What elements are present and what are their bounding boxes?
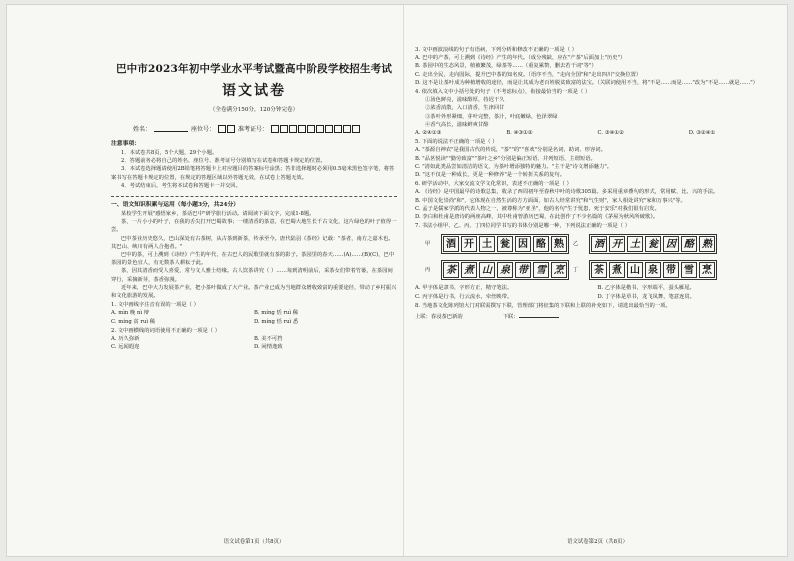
option[interactable]: C. "清如此类品尝如清洁的语文，为茶叶增添独特的魅力。"主干是"诗文增添魅力"。 — [415, 163, 613, 170]
option[interactable]: D. ③②④① — [688, 130, 716, 137]
option[interactable]: D. 这不是让茶叶成为种植增收的途径，而是让其成为老百姓脱贫致富的法宝。（关联词使用不当，将"不是……而是……"改为"不是……就是……"） — [415, 79, 758, 86]
name-field[interactable] — [154, 126, 188, 132]
section-heading: 一、语文知识积累与运用（每小题3分，共24分） — [111, 201, 240, 208]
char: 酪 — [681, 236, 697, 252]
option[interactable]: A. ②④①③ — [415, 130, 442, 137]
notice-item: 1．本试卷共8页，5个大题，29个小题。 — [121, 149, 218, 156]
char: 土 — [479, 236, 495, 252]
question-7-options-2 — [415, 293, 780, 301]
option[interactable]: B. 中国文化崇尚"和"，它体现在自然生活的方方面面，如古人经常讲究"和气生财"，家人相处讲究"家和万事兴"等。 — [415, 197, 686, 204]
option[interactable]: A. 甲字体是隶书，字形方正，精守笔法。 — [415, 285, 513, 292]
option[interactable]: C. míng 贫 ruì 稀 — [111, 318, 156, 325]
char: 山 — [627, 262, 643, 278]
calligraphy-sample — [589, 234, 717, 254]
name-label: 姓名： — [133, 125, 152, 133]
calligraphy-row — [425, 260, 780, 280]
sample-label: 丙 — [425, 267, 431, 274]
notice-item: 3．本试卷选择题请使用2B铅笔将答题卡上对应题目的答案标号涂黑；答非选择题时必须用0.5毫米黑色签字笔，将答案书写在答题卡规定的位置，在规定的答题区域以外答题无效，在试卷上答题无效。 — [111, 166, 395, 181]
option[interactable]: C. 孟子是儒家学派的代表人物之一，被尊称为"亚圣"，他的名句"生于忧患，死于安乐"对我们很有启发。 — [415, 205, 660, 212]
calligraphy-row — [425, 234, 780, 254]
id-boxes[interactable] — [271, 125, 360, 133]
exam-title: 巴中市2023年初中学业水平考试暨高中阶段学校招生考试 — [115, 63, 393, 75]
notice-item: 2．答题前务必将自己的姓名、座位号、准考证号分别填写在试卷和答题卡规定的位置。 — [121, 158, 326, 165]
option[interactable]: D. 李白和杜甫是唐诗的两座高峰，其中杜甫曾游历巴蜀，在此创作了不少名篇的《茅屋为秋风所破歌》。 — [415, 214, 659, 221]
question-1: 1. 文中画线字注音有误的一项是（ ） — [111, 302, 199, 309]
question-7: 7. 书法小组甲、乙、丙、丁四位同学书写的书体分别是哪一种，下列说法正确的一项是（ ） — [415, 223, 631, 230]
reading-intro: 某校学生开展"感悟家乡，茶话巴中"研学旅行活动。请阅读下面文字，完成1-8题。 — [121, 210, 315, 217]
id-label: 准考证号： — [238, 125, 269, 133]
question-2: 2. 文中画横线的词语使用不正确的一项是（ ） — [111, 327, 221, 334]
char: 烹 — [551, 262, 567, 278]
char: 因 — [663, 236, 679, 252]
couplet-upper: 上联：春浸茶巴新韵 — [415, 314, 463, 321]
item: ①汤色鲜亮，滋味醇厚，持迟干久 — [425, 97, 505, 104]
seat-boxes[interactable] — [218, 125, 235, 133]
subject-title: 语文试卷 — [222, 83, 286, 100]
char: 雪 — [681, 262, 697, 278]
page-gutter — [403, 5, 404, 556]
char: 熟 — [551, 236, 567, 252]
char: 泉 — [497, 262, 513, 278]
item: ④香气高长，滋味鲜爽甘醇 — [425, 121, 489, 128]
char: 熟 — [699, 236, 715, 252]
page-1 — [111, 5, 397, 558]
char: 泉 — [645, 262, 661, 278]
char: 瓮 — [497, 236, 513, 252]
exam-note: （全卷满分150分，120分钟完卷） — [209, 106, 299, 113]
question-3: 3. 文中画波浪线的句子有语病，下列分析和修改不正确的一项是（ ） — [415, 47, 578, 53]
char: 酒 — [443, 236, 459, 252]
char: 因 — [515, 236, 531, 252]
char: 带 — [663, 262, 679, 278]
char: 开 — [461, 236, 477, 252]
item: ②浓香消散，入口清香，生津回甘 — [425, 105, 505, 112]
option[interactable]: A. 历久弥新 — [111, 335, 140, 342]
char: 茶 — [591, 262, 607, 278]
calligraphy-sample — [589, 260, 717, 280]
option[interactable]: C. 丙字体是行书，行云流水，牵丝映带。 — [415, 293, 513, 300]
option[interactable]: A. mìn 晚 nì 辩 — [111, 310, 150, 317]
question-4: 4. 依次填入文中小括号处的句子（不考虑标点），衔接最恰当的一项是（ ） — [415, 89, 591, 96]
question-1-options-2 — [111, 318, 397, 326]
option[interactable]: D. 丁字体是草书，龙飞凤舞，笔意连贯。 — [597, 293, 695, 300]
char: 煮 — [609, 262, 625, 278]
page-2 — [415, 5, 780, 558]
exam-sheet — [6, 4, 788, 557]
question-8: 8. 当地茶文化陈列馆大门对联需撰写下联，管理部门将征集的下联和上联的补充如下，请选出最恰当的一项。 — [415, 302, 671, 309]
couplet-lower-label: 下联： — [502, 314, 519, 321]
page-footer: 语文试卷第1页（共8页） — [223, 538, 285, 545]
question-2-options-2 — [111, 343, 397, 351]
reading-paragraph: 茶，一片小小的叶子，在我的舌尖打开巴蜀故事；一缕清香的茶意，在巴蜀大地生长千古文化，这片绿色的叶子值得一尝。 — [111, 219, 397, 234]
question-2-options — [111, 335, 397, 343]
reading-paragraph: 巴中的茶，可上溯到《诗经》产生的年代，在古巴人的民歌里就有茶的影子。茶园里的春天……(A)……(B)(C)，巴中茶园的景色宜人，有无数茶人耕耘于此。 — [111, 251, 395, 267]
reading-paragraph: 巴中茶业历史悠久，巴山深处有古茶树，从古茶到新茶，传承至今。唐代陆羽《茶经》记载："茶者，南方之嘉木也。其巴山、峡川有两人合抱者。" — [111, 235, 394, 250]
notice-title: 注意事项： — [111, 140, 140, 147]
page-footer: 语文试卷第2页（共8页） — [567, 538, 628, 545]
calligraphy-sample — [441, 234, 569, 254]
option[interactable]: D. míng 恬 ruì 悉 — [254, 318, 299, 325]
option[interactable]: A. 《诗经》是中国最早的诗歌总集，收录了西周初年至春秋中叶的诗歌305篇。多采用重章叠句的形式，常用赋、比、兴的手法。 — [415, 189, 719, 196]
char: 土 — [627, 236, 643, 252]
option[interactable]: C. ③④①② — [597, 130, 624, 137]
question-5: 5. 下面的说法不正确的一项是（ ） — [415, 139, 498, 146]
question-7-options — [415, 284, 780, 292]
char: 烹 — [699, 262, 715, 278]
question-4-options — [415, 129, 780, 137]
option[interactable]: B. 乙字体是楷书，字形端平，蚕头雁尾。 — [597, 285, 695, 292]
question-6: 6. 研学活动中，大家交流文学文化常识，表述不正确的一项是（ ） — [415, 181, 572, 188]
reading-paragraph: 茶，因其清香而受人喜爱，常与文人雅士结缘。古人饮茶讲究（ ）……每到清明前后，采茶女们带着竹篓，在茶园间穿行，采摘新芽，茶香弥漫。 — [111, 268, 393, 283]
char: 山 — [479, 262, 495, 278]
option[interactable]: B. 茶园中的生态风景，植被繁茂，绿茶等……（重复累赘，删去若干词"等"） — [415, 63, 597, 70]
option[interactable]: C. 走出全民，走向国际，提升巴中茶的知名度。（语序不当，"走向全国"和"走出四川"交换位置） — [415, 71, 642, 78]
option[interactable]: C. 远闻遐迩 — [111, 344, 140, 351]
reading-paragraph: 近年来，巴中大力发展茶产业，把小茶叶做成了大产业。茶产业已成为当地群众增收致富的重要途径，带动了乡村振兴和文化旅游的发展。 — [111, 284, 397, 299]
option[interactable]: B. 美不可挡 — [254, 335, 283, 342]
calligraphy-sample — [441, 260, 569, 280]
char: 瓮 — [645, 236, 661, 252]
option[interactable]: A. "茶源自神农"是我国古代的传说，"茶""的""喜欢"分别是名词、助词、形容词。 — [415, 147, 606, 154]
seat-label: 座位号： — [191, 125, 216, 133]
couplet — [415, 313, 780, 321]
option[interactable]: A. 巴中的产茶，可上溯到《诗经》产生的年代。（成分残缺，应在"产茶"后面加上"历史"） — [415, 55, 626, 62]
notice-item: 4．考试结束后，考生将本试卷和答题卡一并交回。 — [121, 182, 241, 189]
char: 煮 — [461, 262, 477, 278]
char: 开 — [609, 236, 625, 252]
char: 雪 — [533, 262, 549, 278]
option[interactable]: D. 闲情逸致 — [254, 344, 283, 351]
option[interactable]: D. "这不仅是一种成长，更是一种修养"是一个转折关系的复句。 — [415, 172, 566, 179]
option[interactable]: B. míng 恬 ruì 稀 — [254, 310, 299, 317]
char: 带 — [515, 262, 531, 278]
option[interactable]: B. ④③①② — [506, 130, 533, 137]
sample-label: 丁 — [573, 267, 579, 274]
char: 酪 — [533, 236, 549, 252]
candidate-fields — [133, 125, 397, 134]
char: 酒 — [591, 236, 607, 252]
couplet-lower-wrap — [503, 313, 559, 321]
option[interactable]: B. "品茗悦读""勤劳致富""茶叶之乡"分别是偏正短语、并列短语、主谓短语。 — [415, 155, 596, 162]
calligraphy-samples — [425, 234, 780, 280]
question-1-options — [111, 309, 397, 317]
item: ③茶叶外形紧细，芽叶完整，茶汁，叶底嫩绿，色泽翠绿 — [425, 113, 558, 120]
char: 茶 — [443, 262, 459, 278]
divider — [111, 196, 397, 197]
couplet-answer-blank[interactable] — [519, 317, 559, 318]
sample-label: 乙 — [573, 241, 579, 248]
top-spacer — [415, 5, 780, 45]
sample-label: 甲 — [425, 241, 431, 248]
